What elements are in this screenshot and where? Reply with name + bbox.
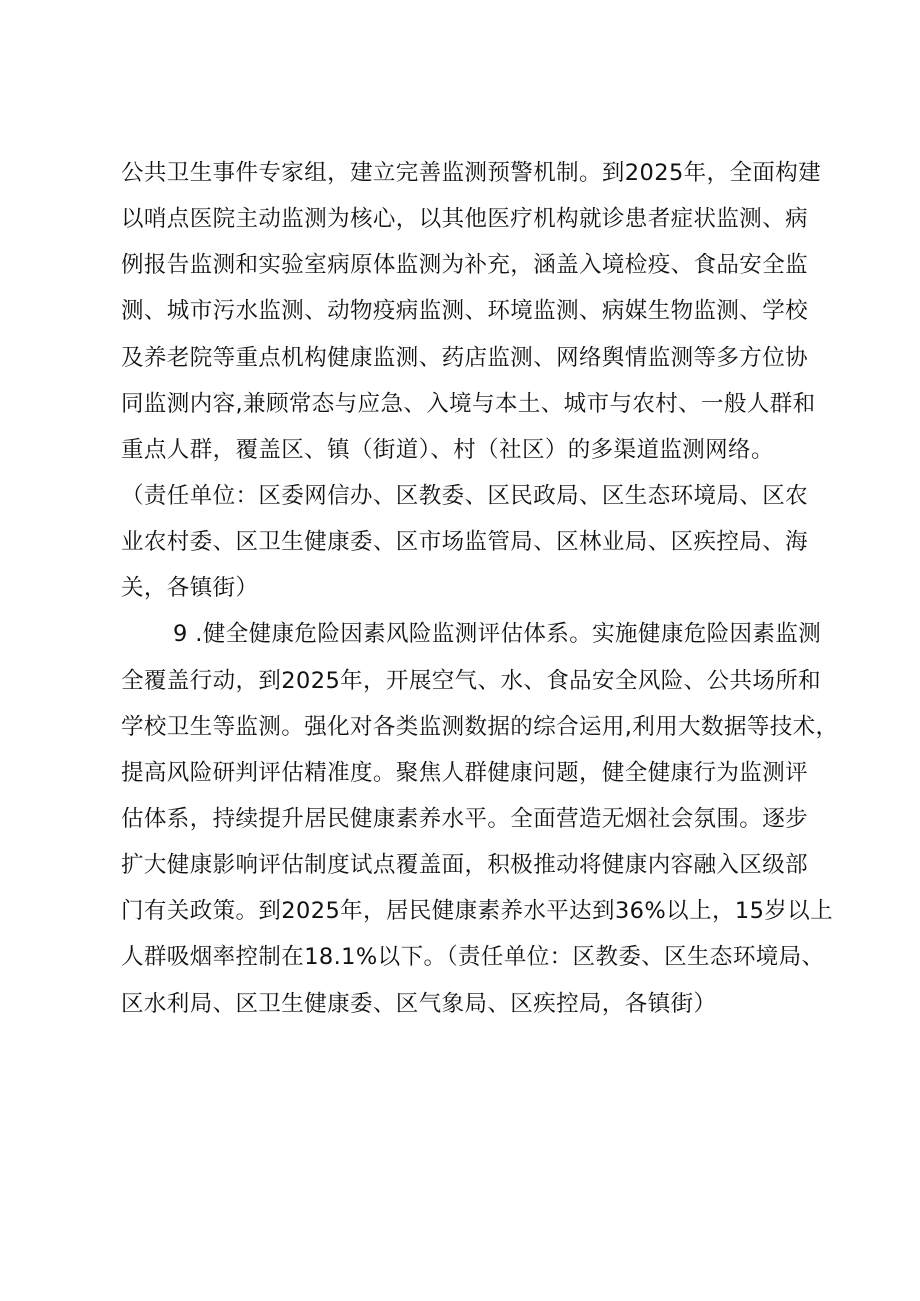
text-line: 测、城市污水监测、动物疫病监测、环境监测、病媒生物监测、学校 bbox=[121, 298, 809, 325]
text-line: 及养老院等重点机构健康监测、药店监测、网络舆情监测等多方位协 bbox=[121, 344, 809, 371]
text-line: 全覆盖行动，到2025年，开展空气、水、食品安全风险、公共场所和 bbox=[121, 667, 822, 694]
text-line: 同监测内容,兼顾常态与应急、入境与本土、城市与农村、一般人群和 bbox=[121, 390, 816, 417]
section-heading-line: 9 .健全健康危险因素风险监测评估体系。实施健康危险因素监测 bbox=[173, 621, 822, 648]
text-line: 区水利局、区卫生健康委、区气象局、区疾控局，各镇街） bbox=[121, 990, 717, 1017]
text-line: 估体系，持续提升居民健康素养水平。全面营造无烟社会氛围。逐步 bbox=[121, 805, 809, 832]
text-line: 门有关政策。到2025年，居民健康素养水平达到36%以上，15岁以上 bbox=[121, 898, 834, 925]
text-line: 例报告监测和实验室病原体监测为补充，涵盖入境检疫、食品安全监 bbox=[121, 252, 809, 279]
text-line: 重点人群，覆盖区、镇（街道）、村（社区）的多渠道监测网络。 bbox=[121, 436, 774, 463]
text-line: 以哨点医院主动监测为核心，以其他医疗机构就诊患者症状监测、病 bbox=[121, 206, 809, 233]
text-line: （责任单位：区委网信办、区教委、区民政局、区生态环境局、区农 bbox=[121, 482, 809, 509]
text-line: 学校卫生等监测。强化对各类监测数据的综合运用,利用大数据等技术， bbox=[121, 713, 839, 740]
text-line: 公共卫生事件专家组，建立完善监测预警机制。到2025年，全面构建 bbox=[121, 160, 822, 186]
text-line: 人群吸烟率控制在18.1%以下。（责任单位：区教委、区生态环境局、 bbox=[121, 944, 825, 971]
text-line: 关，各镇街） bbox=[121, 575, 259, 602]
text-line: 业农村委、区卫生健康委、区市场监管局、区林业局、区疾控局、海 bbox=[121, 529, 809, 556]
document-body bbox=[121, 150, 839, 1027]
text-line: 提高风险研判评估精准度。聚焦人群健康问题，健全健康行为监测评 bbox=[121, 759, 809, 786]
text-line: 扩大健康影响评估制度试点覆盖面，积极推动将健康内容融入区级部 bbox=[121, 852, 809, 879]
